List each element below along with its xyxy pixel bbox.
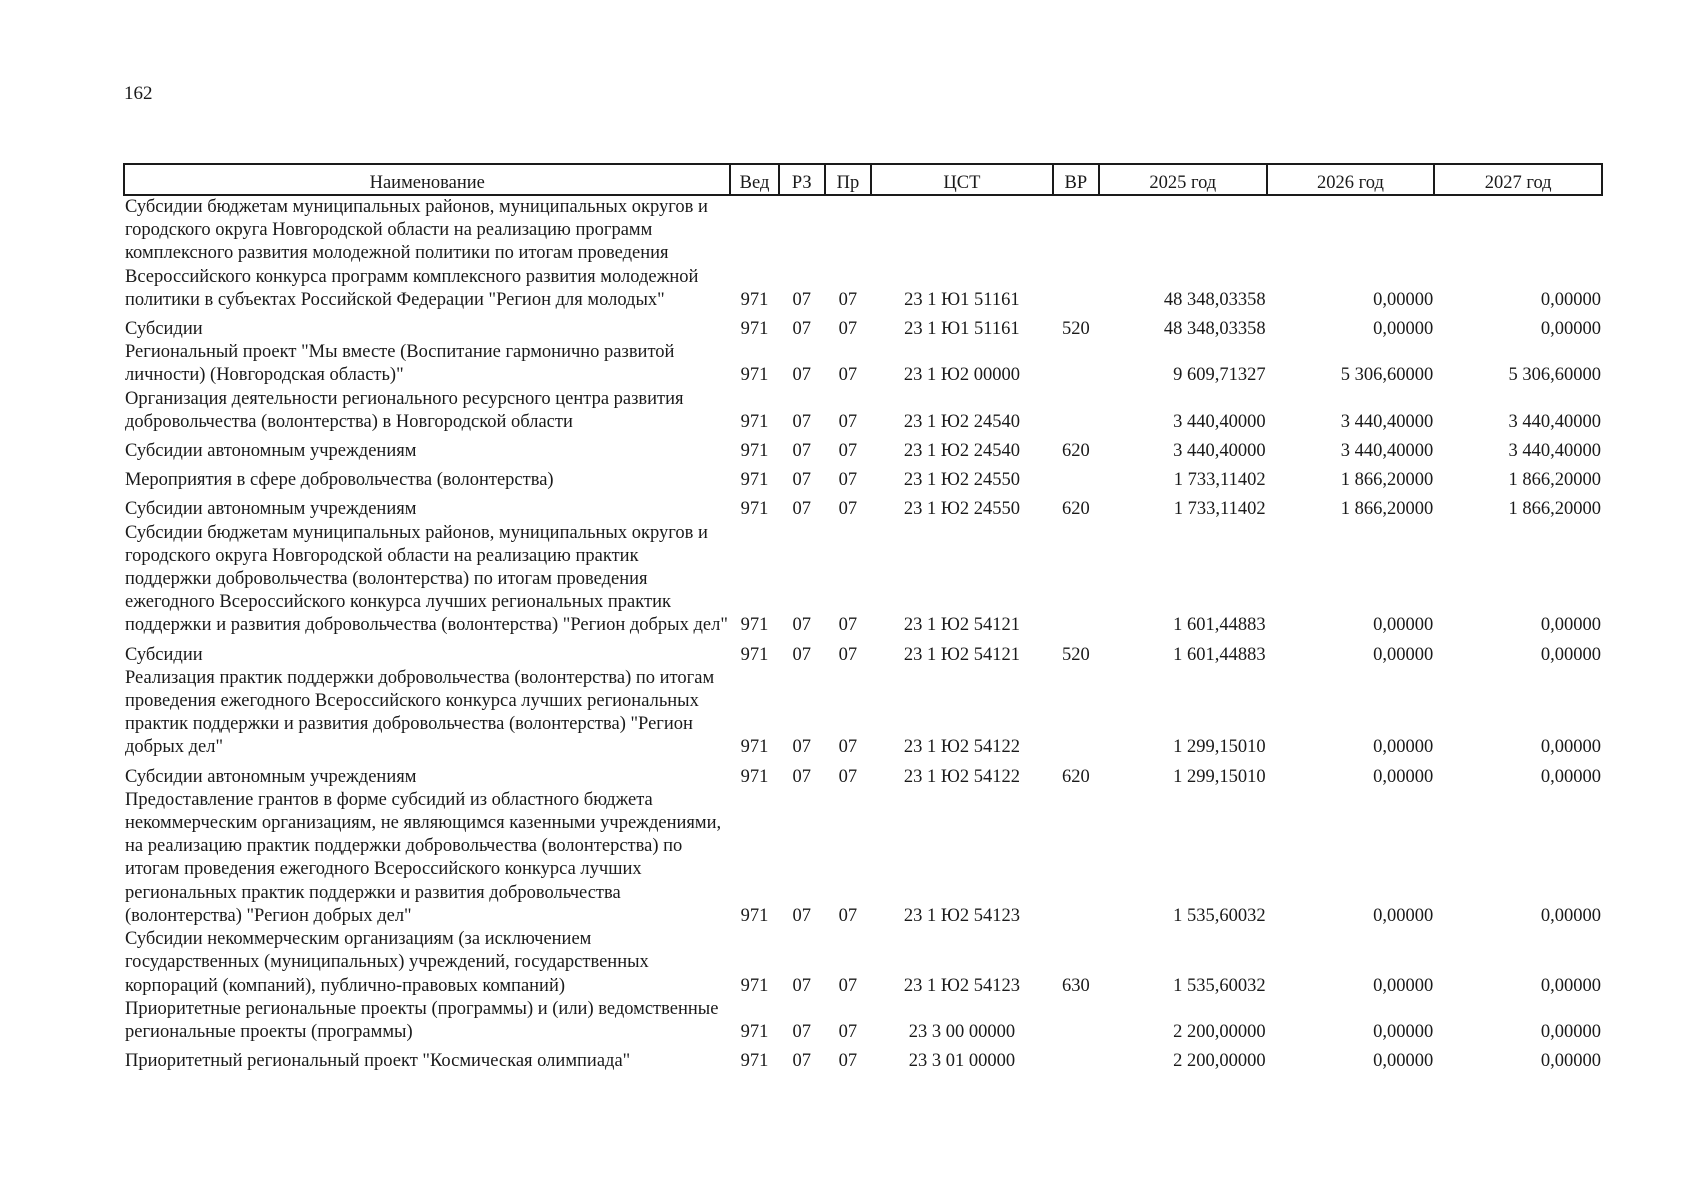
row-cst-cell: 23 1 Ю2 54123 bbox=[903, 905, 1020, 926]
row-2027-cell: 3 440,40000 bbox=[1508, 441, 1601, 462]
row-name-cell: Региональный проект "Мы вместе (Воспитание гармонично развитой личности) (Новгородская область)" bbox=[125, 342, 675, 386]
row-pr-cell: 07 bbox=[838, 766, 858, 787]
row-rz-cell: 07 bbox=[792, 411, 811, 432]
row-name-cell: Приоритетный региональный проект "Космическая олимпиада" bbox=[125, 1051, 631, 1072]
row-2027-cell: 5 306,60000 bbox=[1508, 365, 1601, 386]
row-rz-cell: 07 bbox=[792, 319, 811, 340]
budget-table bbox=[123, 163, 1603, 1073]
row-2025-cell: 2 200,00000 bbox=[1173, 1051, 1266, 1072]
row-name-cell: Мероприятия в сфере добровольчества (волонтерства) bbox=[125, 470, 554, 491]
row-2025-cell: 1 299,15010 bbox=[1173, 766, 1266, 787]
table-header bbox=[124, 164, 1602, 195]
row-2027-cell: 0,00000 bbox=[1540, 905, 1601, 926]
row-2027-cell: 0,00000 bbox=[1540, 1051, 1601, 1072]
row-vr-cell: 520 bbox=[1061, 319, 1090, 340]
table-row bbox=[124, 667, 1602, 760]
row-vr-cell: 620 bbox=[1061, 441, 1090, 462]
row-vr-cell bbox=[1053, 388, 1099, 434]
row-cst-cell: 23 1 Ю2 54121 bbox=[903, 615, 1020, 636]
row-pr-cell: 07 bbox=[838, 905, 858, 926]
row-2026-cell: 3 440,40000 bbox=[1340, 411, 1434, 432]
row-ved-cell: 971 bbox=[740, 975, 769, 996]
row-cst-cell: 23 1 Ю2 24550 bbox=[903, 499, 1020, 520]
row-2027-cell: 0,00000 bbox=[1540, 1021, 1601, 1042]
row-ved-cell: 971 bbox=[740, 319, 769, 340]
table-row bbox=[124, 1044, 1602, 1073]
row-name-cell: Субсидии bbox=[125, 644, 203, 665]
table-row bbox=[124, 998, 1602, 1044]
row-vr-cell bbox=[1053, 667, 1099, 760]
row-2025-cell: 1 601,44883 bbox=[1173, 644, 1266, 665]
row-cst-cell: 23 3 01 00000 bbox=[908, 1051, 1016, 1072]
table-row bbox=[124, 928, 1602, 998]
row-2027-cell: 0,00000 bbox=[1540, 644, 1601, 665]
table-row bbox=[124, 638, 1602, 667]
row-vr-cell: 620 bbox=[1061, 766, 1090, 787]
row-name-cell: Субсидии автономным учреждениям bbox=[125, 441, 417, 462]
row-ved-cell: 971 bbox=[740, 737, 769, 758]
page-number: 162 bbox=[124, 83, 153, 104]
row-ved-cell: 971 bbox=[740, 499, 769, 520]
table-row bbox=[124, 492, 1602, 521]
row-vr-cell bbox=[1053, 789, 1099, 928]
row-pr-cell: 07 bbox=[838, 441, 858, 462]
row-name-cell: Субсидии автономным учреждениям bbox=[125, 766, 417, 787]
row-ved-cell: 971 bbox=[740, 905, 769, 926]
row-rz-cell: 07 bbox=[792, 644, 811, 665]
row-vr-cell: 520 bbox=[1061, 644, 1090, 665]
row-pr-cell: 07 bbox=[838, 470, 858, 491]
row-ved-cell: 971 bbox=[740, 615, 769, 636]
row-name-cell: Приоритетные региональные проекты (программы) и (или) ведомственные региональные проекты (программы) bbox=[125, 998, 719, 1042]
row-2026-cell: 1 866,20000 bbox=[1340, 470, 1434, 491]
row-2025-cell: 48 348,03358 bbox=[1163, 289, 1266, 310]
row-2025-cell: 1 535,60032 bbox=[1173, 975, 1266, 996]
header-2027: 2027 год bbox=[1434, 164, 1602, 195]
row-cst-cell: 23 1 Ю2 54122 bbox=[903, 766, 1020, 787]
table-row bbox=[124, 789, 1602, 928]
row-rz-cell: 07 bbox=[792, 470, 811, 491]
row-pr-cell: 07 bbox=[838, 289, 858, 310]
row-2027-cell: 0,00000 bbox=[1540, 289, 1601, 310]
row-pr-cell: 07 bbox=[838, 1051, 858, 1072]
row-name-cell: Субсидии бюджетам муниципальных районов, муниципальных округов и городского округа Новгородской области на реализацию программ комплексного развития молодежной политики по итогам проведения Всероссийского конкурса программ комплексного развития молодежной политики в субъектах Российской Федерации "Регион для молодых" bbox=[125, 197, 708, 310]
header-vr: ВР bbox=[1053, 164, 1099, 195]
row-rz-cell: 07 bbox=[792, 499, 811, 520]
row-pr-cell: 07 bbox=[838, 411, 858, 432]
row-cst-cell: 23 1 Ю2 54122 bbox=[903, 737, 1020, 758]
row-ved-cell: 971 bbox=[740, 1051, 769, 1072]
row-2025-cell: 1 601,44883 bbox=[1173, 615, 1266, 636]
table-row bbox=[124, 195, 1602, 312]
row-2025-cell: 9 609,71327 bbox=[1173, 365, 1266, 386]
row-name-cell: Субсидии bbox=[125, 319, 203, 340]
row-cst-cell: 23 1 Ю2 54121 bbox=[903, 644, 1020, 665]
row-cst-cell: 23 1 Ю2 24540 bbox=[903, 441, 1020, 462]
table-row bbox=[124, 434, 1602, 463]
row-cst-cell: 23 1 Ю1 51161 bbox=[904, 319, 1020, 340]
row-vr-cell bbox=[1053, 195, 1099, 312]
row-ved-cell: 971 bbox=[740, 441, 769, 462]
row-name-cell: Предоставление грантов в форме субсидий из областного бюджета некоммерческим организациям, не являющимся казенными учреждениями, на реализацию практик поддержки добровольчества (волонтерства) по итогам проведения ежегодного Всероссийского конкурса лучших региональных практик поддержки и развития добровольчества (волонтерства) "Регион добрых дел" bbox=[125, 789, 722, 926]
row-name-cell: Субсидии некоммерческим организациям (за исключением государственных (муниципальных) учреждений, государственных корпораций (компаний), публично-правовых компаний) bbox=[125, 929, 649, 996]
row-pr-cell: 07 bbox=[838, 615, 858, 636]
header-ved: Вед bbox=[730, 164, 778, 195]
row-2026-cell: 0,00000 bbox=[1373, 905, 1434, 926]
row-2026-cell: 0,00000 bbox=[1373, 737, 1434, 758]
row-2025-cell: 2 200,00000 bbox=[1173, 1021, 1266, 1042]
row-2025-cell: 1 299,15010 bbox=[1173, 737, 1266, 758]
row-rz-cell: 07 bbox=[792, 766, 811, 787]
row-ved-cell: 971 bbox=[740, 470, 769, 491]
row-pr-cell: 07 bbox=[838, 319, 858, 340]
row-ved-cell: 971 bbox=[740, 1021, 769, 1042]
row-rz-cell: 07 bbox=[792, 1021, 811, 1042]
row-2025-cell: 3 440,40000 bbox=[1173, 411, 1266, 432]
row-name-cell: Субсидии бюджетам муниципальных районов, муниципальных округов и городского округа Новгородской области на реализацию практик поддержки добровольчества (волонтерства) по итогам проведения ежегодного Всероссийского конкурса лучших региональных практик поддержки и развития добровольчества (волонтерства) "Регион добрых дел" bbox=[125, 522, 728, 636]
table-row bbox=[124, 463, 1602, 492]
table-row bbox=[124, 388, 1602, 434]
row-rz-cell: 07 bbox=[792, 1051, 811, 1072]
row-name-cell: Субсидии автономным учреждениям bbox=[125, 499, 417, 520]
row-2027-cell: 0,00000 bbox=[1540, 975, 1601, 996]
row-ved-cell: 971 bbox=[740, 766, 769, 787]
row-2026-cell: 0,00000 bbox=[1373, 975, 1434, 996]
row-pr-cell: 07 bbox=[838, 365, 858, 386]
row-rz-cell: 07 bbox=[792, 737, 811, 758]
row-cst-cell: 23 1 Ю2 24540 bbox=[903, 411, 1020, 432]
row-2027-cell: 0,00000 bbox=[1540, 319, 1601, 340]
row-rz-cell: 07 bbox=[792, 441, 811, 462]
row-vr-cell: 620 bbox=[1061, 499, 1090, 520]
row-rz-cell: 07 bbox=[792, 365, 811, 386]
row-rz-cell: 07 bbox=[792, 289, 811, 310]
row-2026-cell: 0,00000 bbox=[1373, 766, 1434, 787]
row-2026-cell: 0,00000 bbox=[1373, 319, 1434, 340]
row-vr-cell bbox=[1053, 998, 1099, 1044]
row-vr-cell bbox=[1053, 341, 1099, 387]
row-2027-cell: 0,00000 bbox=[1540, 615, 1601, 636]
row-name-cell: Организация деятельности регионального ресурсного центра развития добровольчества (волонтерства) в Новгородской области bbox=[125, 388, 684, 432]
row-2025-cell: 1 733,11402 bbox=[1173, 470, 1266, 491]
header-cst: ЦСТ bbox=[871, 164, 1053, 195]
table-body bbox=[124, 195, 1602, 1073]
row-2026-cell: 5 306,60000 bbox=[1340, 365, 1434, 386]
row-ved-cell: 971 bbox=[740, 365, 769, 386]
row-pr-cell: 07 bbox=[838, 644, 858, 665]
row-ved-cell: 971 bbox=[740, 411, 769, 432]
row-2025-cell: 1 733,11402 bbox=[1173, 499, 1266, 520]
row-2026-cell: 1 866,20000 bbox=[1340, 499, 1434, 520]
row-cst-cell: 23 1 Ю1 51161 bbox=[904, 289, 1020, 310]
row-2026-cell: 0,00000 bbox=[1373, 644, 1434, 665]
row-2027-cell: 1 866,20000 bbox=[1508, 470, 1601, 491]
row-vr-cell bbox=[1053, 1044, 1099, 1073]
table-row bbox=[124, 312, 1602, 341]
row-2026-cell: 0,00000 bbox=[1373, 289, 1434, 310]
row-cst-cell: 23 1 Ю2 54123 bbox=[903, 975, 1020, 996]
row-2027-cell: 1 866,20000 bbox=[1508, 499, 1601, 520]
table-row bbox=[124, 522, 1602, 638]
row-rz-cell: 07 bbox=[792, 975, 811, 996]
row-name-cell: Реализация практик поддержки добровольчества (волонтерства) по итогам проведения ежегодного Всероссийского конкурса лучших региональных практик поддержки и развития добровольчества (волонтерства) "Регион добрых дел" bbox=[125, 667, 715, 758]
header-2025: 2025 год bbox=[1099, 164, 1267, 195]
row-2026-cell: 0,00000 bbox=[1373, 615, 1434, 636]
row-2027-cell: 3 440,40000 bbox=[1508, 411, 1601, 432]
row-2027-cell: 0,00000 bbox=[1540, 737, 1601, 758]
row-rz-cell: 07 bbox=[792, 615, 811, 636]
table-row bbox=[124, 760, 1602, 789]
header-2026: 2026 год bbox=[1267, 164, 1435, 195]
row-vr-cell bbox=[1053, 522, 1099, 638]
header-rz: РЗ bbox=[779, 164, 825, 195]
row-vr-cell: 630 bbox=[1061, 975, 1090, 996]
row-cst-cell: 23 1 Ю2 24550 bbox=[903, 470, 1020, 491]
row-2026-cell: 0,00000 bbox=[1373, 1021, 1434, 1042]
row-ved-cell: 971 bbox=[740, 644, 769, 665]
row-vr-cell bbox=[1053, 463, 1099, 492]
header-row bbox=[124, 164, 1602, 195]
row-pr-cell: 07 bbox=[838, 1021, 858, 1042]
table-row bbox=[124, 341, 1602, 387]
row-ved-cell: 971 bbox=[740, 289, 769, 310]
row-cst-cell: 23 1 Ю2 00000 bbox=[903, 365, 1020, 386]
row-rz-cell: 07 bbox=[792, 905, 811, 926]
row-2025-cell: 3 440,40000 bbox=[1173, 441, 1266, 462]
row-pr-cell: 07 bbox=[838, 499, 858, 520]
row-pr-cell: 07 bbox=[838, 975, 858, 996]
row-2026-cell: 0,00000 bbox=[1373, 1051, 1434, 1072]
row-cst-cell: 23 3 00 00000 bbox=[908, 1021, 1016, 1042]
row-2025-cell: 1 535,60032 bbox=[1173, 905, 1266, 926]
header-pr: Пр bbox=[825, 164, 871, 195]
row-pr-cell: 07 bbox=[838, 737, 858, 758]
row-2025-cell: 48 348,03358 bbox=[1163, 319, 1266, 340]
row-2026-cell: 3 440,40000 bbox=[1340, 441, 1434, 462]
header-name: Наименование bbox=[124, 164, 730, 195]
row-2027-cell: 0,00000 bbox=[1540, 766, 1601, 787]
